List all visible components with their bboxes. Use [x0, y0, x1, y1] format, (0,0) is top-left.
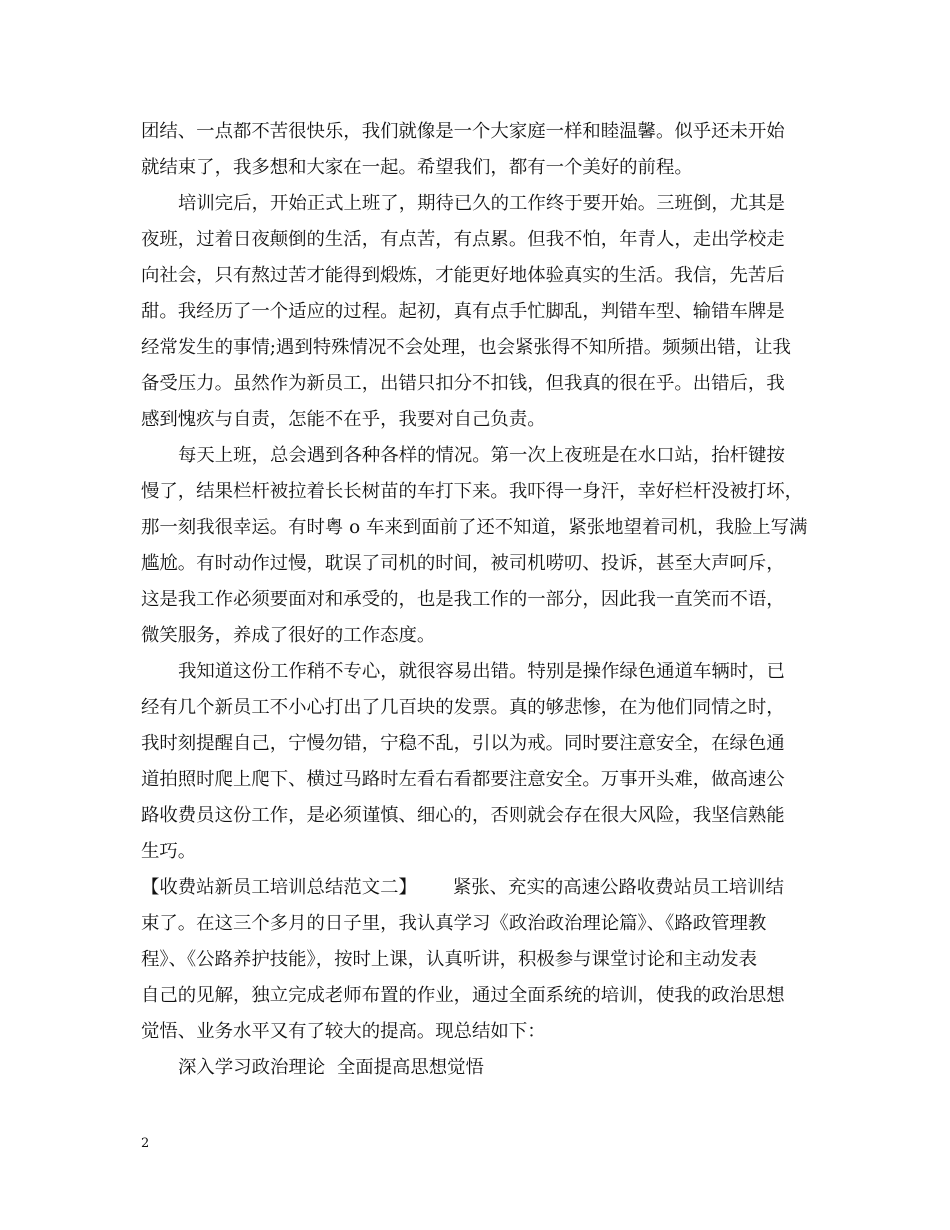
text-line: 那一刻我很幸运。有时粤 o 车来到面前了还不知道，紧张地望着司机，我脸上写满 — [141, 517, 808, 538]
text-line: 团结、一点都不苦很快乐，我们就像是一个大家庭一样和睦温馨。似乎还未开始 — [141, 121, 785, 142]
paragraph-start-line: 我知道这份工作稍不专心，就很容易出错。特别是操作绿色通道车辆时，已 — [178, 661, 785, 682]
text-line: 生巧。 — [141, 841, 197, 862]
text-line: 就结束了，我多想和大家在一起。希望我们，都有一个美好的前程。 — [141, 157, 693, 178]
text-line: 程》、《公路养护技能》，按时上课，认真听讲，积极参与课堂讨论和主动发表 — [141, 949, 758, 970]
text-line: 路收费员这份工作，是必须谨慎、细心的，否则就会存在很大风险，我坚信熟能 — [141, 805, 785, 826]
page-number: 2 — [141, 1136, 150, 1151]
text-line: 备受压力。虽然作为新员工，出错只扣分不扣钱，但我真的很在乎。出错后，我 — [141, 373, 785, 394]
section-heading-line — [141, 870, 821, 906]
text-line: 甜。我经历了一个适应的过程。起初，真有点手忙脚乱，判错车型、输错车牌是 — [141, 301, 785, 322]
text-line: 微笑服务，养成了很好的工作态度。 — [141, 625, 436, 646]
paragraph-start-line: 培训完后，开始正式上班了，期待已久的工作终于要开始。三班倒，尤其是 — [178, 193, 785, 214]
paragraph-start-line: 每天上班，总会遇到各种各样的情况。第一次上夜班是在水口站，抬杆键按 — [178, 445, 785, 466]
body-text — [141, 114, 821, 1086]
text-line: 感到愧疚与自责，怎能不在乎，我要对自己负责。 — [141, 409, 546, 430]
text-line: 道拍照时爬上爬下、横过马路时左看右看都要注意安全。万事开头难，做高速公 — [141, 769, 785, 790]
section-heading-continuation: 紧张、充实的高速公路收费站员工培训结 — [452, 877, 784, 898]
text-line: 束了。在这三个多月的日子里，我认真学习《政治政治理论篇》、《路政管理教 — [141, 913, 767, 934]
subheading: 深入学习政治理论 全面提高思想觉悟 — [178, 1057, 484, 1078]
text-line: 这是我工作必须要面对和承受的，也是我工作的一部分，因此我一直笑而不语， — [141, 589, 785, 610]
text-line: 向社会，只有熬过苦才能得到煅炼，才能更好地体验真实的生活。我信，先苦后 — [141, 265, 785, 286]
section-heading: 【收费站新员工培训总结范文二】 — [141, 877, 417, 898]
text-line: 慢了，结果栏杆被拉着长长树苗的车打下来。我吓得一身汗，幸好栏杆没被打坏， — [141, 481, 804, 502]
text-line: 夜班，过着日夜颠倒的生活，有点苦，有点累。但我不怕，年青人，走出学校走 — [141, 229, 785, 250]
text-line: 经常发生的事情;遇到特殊情况不会处理，也会紧张得不知所措。频频出错，让我 — [141, 337, 791, 358]
text-line: 尴尬。有时动作过慢，耽误了司机的时间，被司机唠叨、投诉，甚至大声呵斥， — [141, 553, 785, 574]
text-line: 自己的见解，独立完成老师布置的作业，通过全面系统的培训，使我的政治思想 — [141, 985, 785, 1006]
text-line: 经有几个新员工不小心打出了几百块的发票。真的够悲惨，在为他们同情之时， — [141, 697, 785, 718]
text-line: 我时刻提醒自己，宁慢勿错，宁稳不乱，引以为戒。同时要注意安全，在绿色通 — [141, 733, 785, 754]
text-line: 觉悟、业务水平又有了较大的提高。现总结如下： — [141, 1021, 546, 1042]
